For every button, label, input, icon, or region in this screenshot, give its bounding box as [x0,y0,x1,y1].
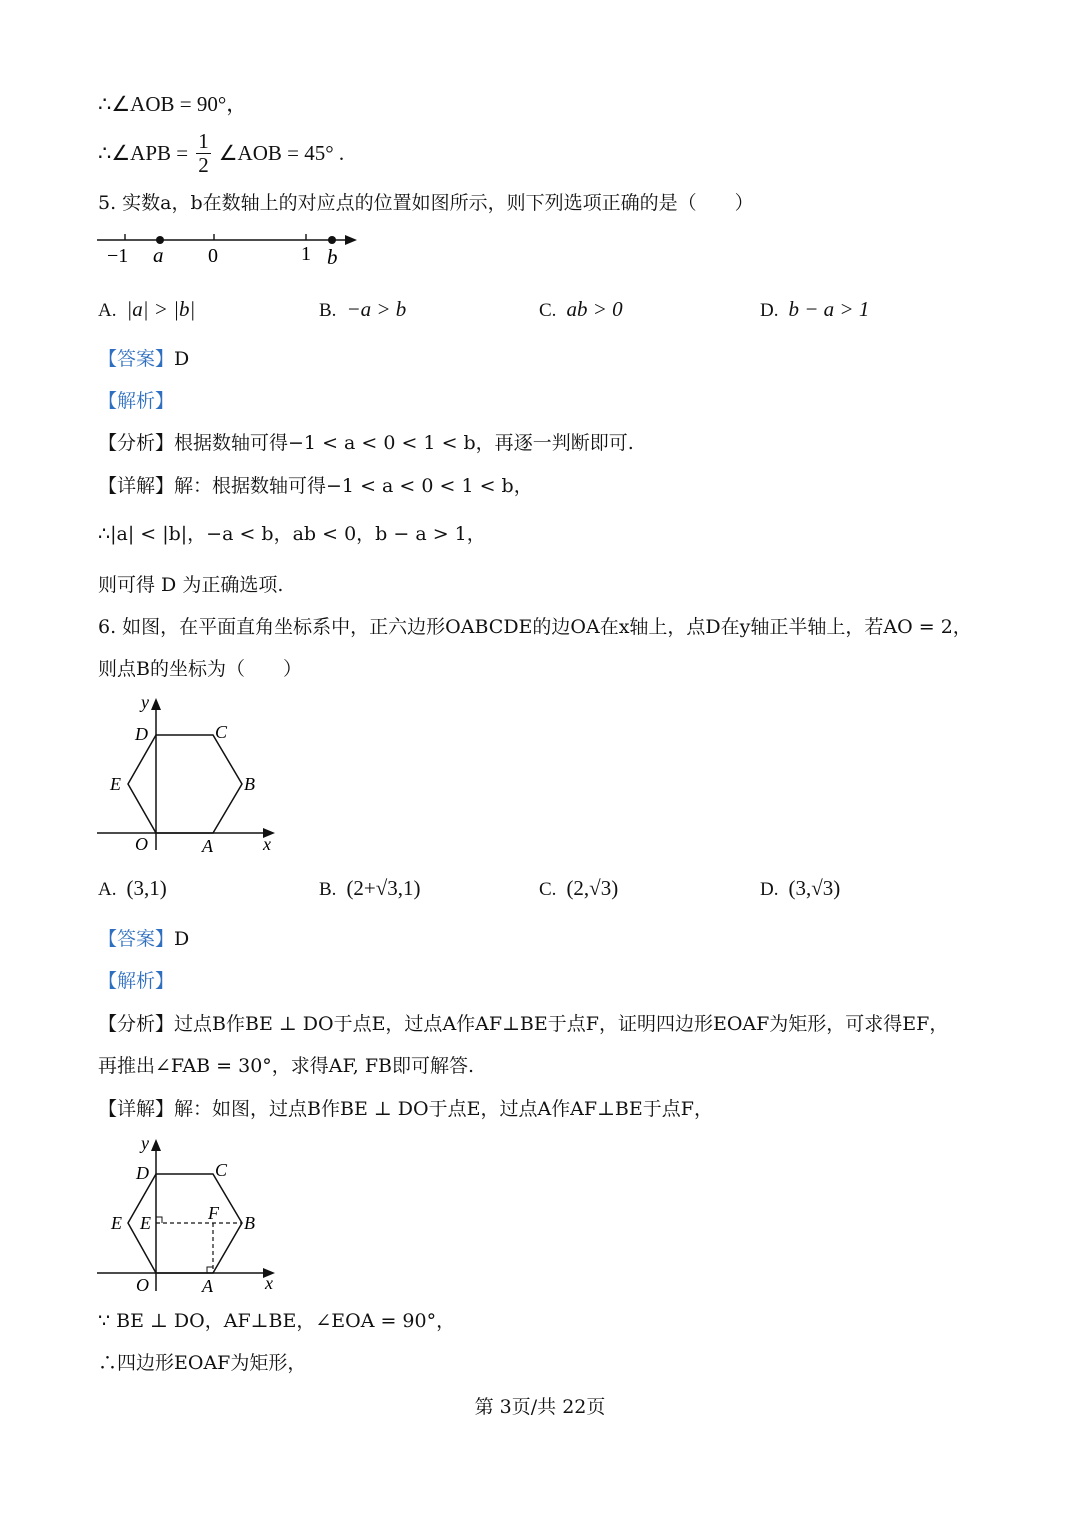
axis-y-label-2: y [141,1133,149,1153]
q5-option-b: B. −a > b [319,297,407,321]
apb-pre: ∴∠APB = [98,141,189,165]
line-angle-apb [98,130,344,177]
fraction-numerator: 1 [198,129,209,153]
point-b-label-2: B [244,1213,255,1233]
q5-xiangjie: 【详解】解：根据数轴可得−1 < a < 0 < 1 < b， [98,475,533,497]
point-e-hex-label-2: E [111,1213,122,1233]
hexagon-figure-1 [95,692,285,862]
point-b [328,236,336,244]
q5-answer: 【答案】D [98,348,190,370]
point-a-label: A [202,836,213,856]
q6-fenxi: 【分析】过点B作BE ⊥ DO于点E，过点A作AF⊥BE于点F，证明四边形EOAF为矩形，可求得EF， [98,1013,949,1035]
point-o-label: O [135,834,148,854]
q6-answer: 【答案】D [98,928,190,950]
question-6: 6. 如图，在平面直角坐标系中，正六边形OABCDE的边OA在x轴上，点D在y轴正半轴上，若AO = 2， [98,616,972,638]
axis-x-label-2: x [265,1273,273,1293]
q5-jiexi: 【解析】 [98,390,175,412]
hexagon-figure-2 [95,1133,285,1298]
label-0: 0 [208,245,218,267]
axis-y-label: y [141,692,149,712]
q5-option-d: D. b − a > 1 [760,297,870,321]
point-e-foot-label-2: E [140,1213,151,1233]
point-a-label-2: A [202,1276,213,1296]
line-angle-aob: ∴∠AOB = 90°， [98,92,248,116]
label-1: 1 [301,243,311,265]
question-6-cont: 则点B的坐标为（ ） [98,658,302,680]
q6-xiangjie: 【详解】解：如图，过点B作BE ⊥ DO于点E，过点A作AF⊥BE于点F， [98,1098,713,1120]
q6-option-b: B. (2+√3,1) [319,876,421,900]
q6-jiexi: 【解析】 [98,970,175,992]
point-d-label-2: D [136,1163,149,1183]
fraction-denominator: 2 [198,153,209,178]
point-e-label: E [110,774,121,794]
q5-option-c: C. ab > 0 [539,297,623,321]
label-a: a [153,243,164,267]
q5-fenxi: 【分析】根据数轴可得−1 < a < 0 < 1 < b，再逐一判断即可. [98,432,634,454]
axis-x-label: x [263,834,271,854]
q6-step-1: ∵ BE ⊥ DO，AF⊥BE，∠EOA = 90°， [98,1310,456,1332]
point-o-label-2: O [136,1275,149,1295]
q6-step-2: ∴四边形EOAF为矩形， [98,1352,307,1374]
page-footer: 第 3页/共 22页 [474,1396,606,1418]
q6-option-a: A. (3,1) [98,876,167,900]
point-f-label-2: F [208,1203,219,1223]
q6-fenxi-2: 再推出∠FAB = 30°，求得AF, FB即可解答. [98,1055,475,1077]
point-c-label: C [215,722,228,742]
number-line-figure [95,228,365,270]
fraction-one-half [196,130,211,177]
q5-therefore: ∴|a| < |b|，−a < b，ab < 0，b − a > 1， [98,523,486,545]
point-b-label: B [244,774,255,794]
q5-conclusion: 则可得 D 为正确选项. [98,574,284,596]
point-c-label-2: C [215,1160,228,1180]
label-b: b [327,245,338,269]
label-neg1: −1 [107,245,129,267]
q6-option-d: D. (3,√3) [760,876,841,900]
apb-post: ∠AOB = 45° . [218,141,345,165]
q5-option-a: A. |a| > |b| [98,297,196,321]
point-d-label: D [135,724,148,744]
question-5: 5. 实数a，b在数轴上的对应点的位置如图所示，则下列选项正确的是（ ） [98,192,754,214]
q6-option-c: C. (2,√3) [539,876,619,900]
